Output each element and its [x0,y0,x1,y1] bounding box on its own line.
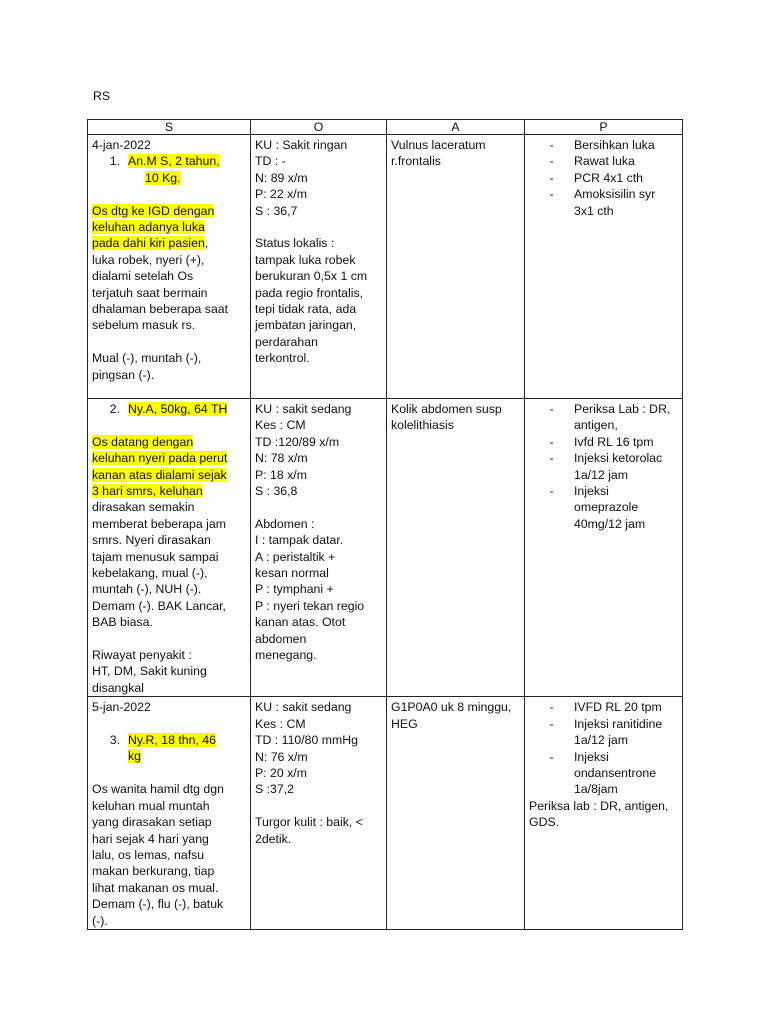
history-line: lalu, os lemas, nafsu [92,847,205,862]
history-line: yang dirasakan setiap [92,815,212,830]
objective-cell [251,697,387,930]
vital-line: P: 18 x/m [255,467,307,482]
symptom-line: Mual (-), muntah (-), [92,351,202,366]
vital-line: P: 20 x/m [255,765,307,780]
table-row [88,697,683,930]
medical-history-line: Riwayat penyakit : [92,648,192,663]
history-line: hari sejak 4 hari yang [92,831,209,846]
patient-line: Ny.A, 50kg, 64 TH [128,402,228,416]
plan-item: - Ivfd RL 16 tpm [549,434,654,449]
vital-line: KU : Sakit ringan [255,138,348,152]
patient-line: An.M S, 2 tahun, [128,154,220,169]
plan-item: - Injeksi ondansentrone 1a/8jam [549,749,657,797]
plan-item: - Injeksi ranitidine 1a/12 jam [549,716,663,748]
header-a: A [387,120,525,135]
complaint-line: pada dahi kiri pasien [92,236,205,251]
exam-line: P : nyeri tekan regio [255,598,365,613]
assessment-cell [387,135,525,399]
exam-line: P : tymphani + [255,582,334,597]
patient-entry [92,401,246,417]
patient-line: Ny.R, 18 thn, 46 [128,733,216,748]
exam-line: 2detik. [255,831,292,846]
exam-line: A : peristaltik + [255,549,336,564]
exam-line: berukuran 0,5x 1 cm [255,269,368,284]
objective-cell [251,399,387,697]
header-p: P [525,120,683,135]
exam-line: tampak luka robek [255,252,356,267]
plan-cell [525,399,683,697]
vital-line: Kes : CM [255,716,306,731]
visit-date: 5-jan-2022 [92,700,151,715]
complaint-line: Os datang dengan [92,434,194,449]
vital-line: S : 36,7 [255,203,298,218]
exam-line: pada regio frontalis, [255,285,364,300]
diagnosis-line: Vulnus laceratum [391,138,486,152]
exam-line: menegang. [255,648,317,663]
header-s: S [88,120,251,135]
medical-history-line: disangkal [92,680,144,695]
patient-line: 10 Kg. [145,170,181,185]
plan-item: - IVFD RL 20 tpm [549,700,662,715]
visit-date: 4-jan-2022 [92,138,151,152]
plan-item: - Injeksi ketorolac 1a/12 jam [549,451,663,482]
plan-item: - Amoksisilin syr 3x1 cth [549,187,656,218]
history-line: luka robek, nyeri (+), [92,252,205,267]
entry-number: 2. [109,402,120,416]
entry-number: 1. [109,154,120,169]
history-line: Demam (-). BAK Lancar, [92,598,226,613]
history-line: terjatuh saat bermain [92,285,208,300]
vital-line: N: 76 x/m [255,749,308,764]
exam-line: kanan atas. Otot [255,615,346,630]
vital-line: KU : sakit sedang [255,402,352,416]
table-row [88,399,683,697]
entry-number: 3. [109,733,120,748]
header-row [88,120,683,135]
exam-line: kesan normal [255,566,329,581]
plan-item: - Bersihkan luka [549,138,655,152]
exam-line: perdarahan [255,334,318,349]
history-line: sebelum masuk rs. [92,318,196,333]
document-title: RS [93,89,111,103]
history-line: Demam (-), flu (-), batuk [92,897,224,912]
objective-cell [251,135,387,399]
history-line: BAB biasa. [92,615,153,630]
plan-cell [525,135,683,399]
plan-footer-line: Periksa lab : DR, antigen, [529,798,669,813]
history-line: memberat beberapa jam [92,516,226,531]
plan-list [529,699,678,797]
plan-list [529,401,678,532]
history-line: tajam menusuk sampai [92,549,219,564]
patient-entry [92,732,246,765]
exam-line: Abdomen : [255,516,315,531]
complaint-line: kanan atas dialami sejak [92,467,227,482]
plan-item: - PCR 4x1 cth [549,170,644,185]
plan-footer-line: GDS. [529,815,560,830]
history-line: makan berkurang, tiap [92,864,215,879]
vital-line: N: 78 x/m [255,451,308,466]
patient-entry [92,153,246,186]
history-line: keluhan mual muntah [92,798,210,813]
exam-line: Status lokalis : [255,236,335,251]
history-line: lihat makanan os mual. [92,880,219,895]
complaint-line: keluhan adanya luka [92,220,205,235]
history-line: smrs. Nyeri dirasakan [92,533,211,548]
subjective-cell [88,399,251,697]
assessment-cell [387,399,525,697]
table-row [88,135,683,399]
vital-line: P: 22 x/m [255,187,307,202]
header-o: O [251,120,387,135]
exam-line: terkontrol. [255,351,310,366]
plan-item: - Periksa Lab : DR, antigen, [549,402,671,433]
patient-line: kg [128,749,141,764]
history-line: dhalaman beberapa saat [92,302,229,317]
vital-line: N: 89 x/m [255,170,308,185]
exam-line: tepi tidak rata, ada [255,302,357,317]
medical-history-line: HT, DM, Sakit kuning [92,664,207,679]
complaint-line: Os dtg ke IGD dengan [92,203,215,218]
complaint-line: keluhan nyeri pada perut [92,451,228,466]
plan-item: - Injeksi omeprazole 40mg/12 jam [549,484,646,531]
complaint-trail: , [204,236,209,251]
history-line: dirasakan semakin [92,500,195,515]
diagnosis-line: r.frontalis [391,154,441,169]
plan-item: - Rawat luka [549,154,635,169]
history-line: dialami setelah Os [92,269,194,284]
symptom-line: pingsan (-). [92,367,155,382]
vital-line: S :37,2 [255,782,294,797]
exam-line: Turgor kulit : baik, < [255,815,363,830]
vital-line: S : 36,8 [255,484,298,499]
vital-line: KU : sakit sedang [255,700,352,715]
subjective-cell [88,135,251,399]
plan-list [529,137,678,219]
vital-line: TD :120/89 x/m [255,434,340,449]
history-line: (-). [92,913,108,928]
exam-line: jembatan jaringan, [255,318,357,333]
complaint-line: 3 hari smrs, keluhan [92,484,203,499]
diagnosis-line: HEG [391,716,418,731]
subjective-cell [88,697,251,930]
vital-line: TD : 110/80 mmHg [255,733,358,748]
soap-table [87,119,683,930]
assessment-cell [387,697,525,930]
diagnosis-line: Kolik abdomen susp [391,402,502,416]
exam-line: abdomen [255,631,307,646]
vital-line: Kes : CM [255,418,306,433]
exam-line: I : tampak datar. [255,533,344,548]
diagnosis-line: kolelithiasis [391,418,454,433]
history-line: muntah (-), NUH (-). [92,582,202,597]
history-line: kebelakang, mual (-), [92,566,208,581]
vital-line: TD : - [255,154,286,169]
diagnosis-line: G1P0A0 uk 8 minggu, [391,700,512,715]
plan-cell [525,697,683,930]
history-line: Os wanita hamil dtg dgn [92,782,224,797]
